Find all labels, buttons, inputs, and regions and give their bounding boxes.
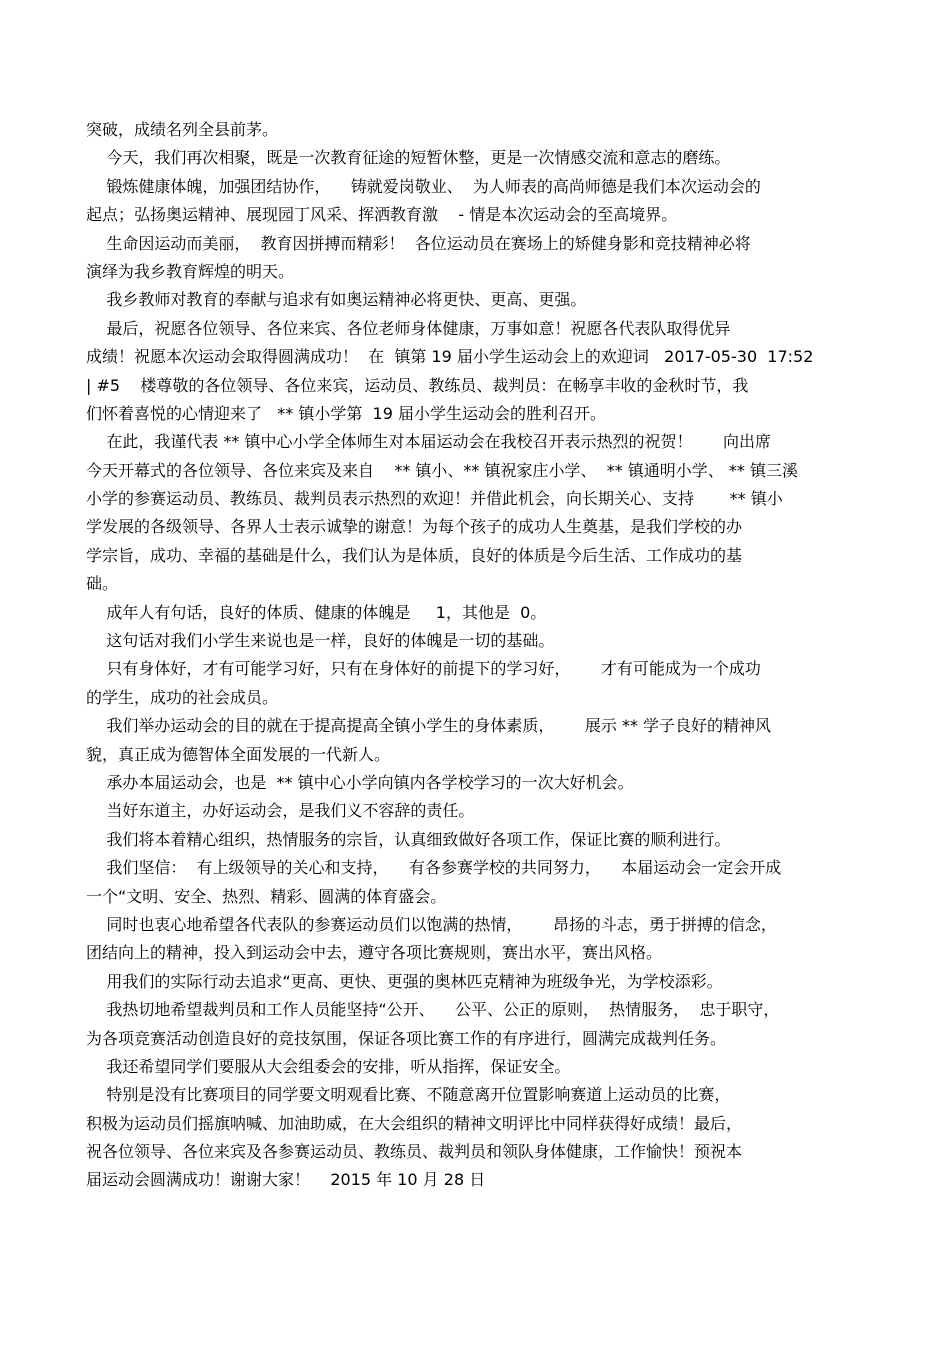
text-line: 成年人有句话，良好的体质、健康的体魄是 1，其他是 0。 <box>86 602 547 622</box>
text-line: 貌，真正成为德智体全面发展的一代新人。 <box>86 744 391 764</box>
text-line: 小学的参赛运动员、教练员、裁判员表示热烈的欢迎！并借此机会，向长期关心、支持 ** 镇小 <box>86 489 783 509</box>
text-line: 学发展的各级领导、各界人士表示诚挚的谢意！为每个孩子的成功人生奠基，是我们学校的办 <box>86 517 743 537</box>
text-line: 今天，我们再次相聚，既是一次教育征途的短暂休整，更是一次情感交流和意志的磨练。 <box>86 148 731 168</box>
text-line: 我热切地希望裁判员和工作人员能坚持“公开、 公平、公正的原则， 热情服务， 忠于职守， <box>86 1000 780 1020</box>
text-line: 同时也衷心地希望各代表队的参赛运动员们以饱满的热情， 昂扬的斗志，勇于拼搏的信念， <box>86 914 777 934</box>
text-line: 我们将本着精心组织，热情服务的宗旨，认真细致做好各项工作，保证比赛的顺利进行。 <box>86 829 731 849</box>
text-line: 我还希望同学们要服从大会组委会的安排，听从指挥，保证安全。 <box>86 1056 571 1076</box>
text-line: | #5 楼尊敬的各位领导、各位来宾，运动员、教练员、裁判员：在畅享丰收的金秋时节，我 <box>86 375 749 395</box>
text-line: 我们举办运动会的目的就在于提高提高全镇小学生的身体素质， 展示 ** 学子良好的精神风 <box>86 716 772 736</box>
text-line: 团结向上的精神，投入到运动会中去，遵守各项比赛规则，赛出水平，赛出风格。 <box>86 943 663 963</box>
text-line: 当好东道主，办好运动会，是我们义不容辞的责任。 <box>86 801 475 821</box>
text-line: 特别是没有比赛项目的同学要文明观看比赛、不随意离开位置影响赛道上运动员的比赛， <box>86 1085 731 1105</box>
text-line: 积极为运动员们摇旗呐喊、加油助威，在大会组织的精神文明评比中同样获得好成绩！最后， <box>86 1113 743 1133</box>
text-line: 生命因运动而美丽， 教育因拼搏而精彩！ 各位运动员在赛场上的矫健身影和竞技精神必将 <box>86 233 751 253</box>
text-line: 只有身体好，才有可能学习好，只有在身体好的前提下的学习好， 才有可能成为一个成功 <box>86 659 761 679</box>
text-line: 础。 <box>86 574 119 594</box>
text-line: 用我们的实际行动去追求“更高、更快、更强的奥林匹克精神为班级争光，为学校添彩。 <box>86 971 723 991</box>
text-line: 突破，成绩名列全县前茅。 <box>86 120 279 139</box>
text-line: 为各项竞赛活动创造良好的竞技氛围，保证各项比赛工作的有序进行，圆满完成裁判任务。 <box>86 1028 727 1048</box>
text-line: 们怀着喜悦的心情迎来了 ** 镇小学第 19 届小学生运动会的胜利召开。 <box>86 403 606 423</box>
text-line: 承办本届运动会，也是 ** 镇中心小学向镇内各学校学习的一次大好机会。 <box>86 772 634 792</box>
text-line: 在此，我谨代表 ** 镇中心小学全体师生对本届运动会在我校召开表示热烈的祝贺！ 向出席 <box>86 432 772 452</box>
text-line: 成绩！祝愿本次运动会取得圆满成功！ 在 镇第 19 届小学生运动会上的欢迎词 2017-05-30 17:52 <box>86 347 814 367</box>
text-line: 最后，祝愿各位领导、各位来宾、各位老师身体健康，万事如意！祝愿各代表队取得优异 <box>86 318 731 338</box>
text-line: 演绎为我乡教育辉煌的明天。 <box>86 261 295 281</box>
text-line: 祝各位领导、各位来宾及各参赛运动员、教练员、裁判员和领队身体健康，工作愉快！预祝本 <box>86 1142 743 1162</box>
document-body <box>86 116 866 1195</box>
text-line: 这句话对我们小学生来说也是一样，良好的体魄是一切的基础。 <box>86 631 555 651</box>
text-line: 学宗旨，成功、幸福的基础是什么，我们认为是体质，良好的体质是今后生活、工作成功的基 <box>86 545 743 565</box>
text-line: 今天开幕式的各位领导、各位来宾及来自 ** 镇小、** 镇祝家庄小学、 ** 镇通明小学、 ** 镇三溪 <box>86 460 798 480</box>
text-line: 的学生，成功的社会成员。 <box>86 687 279 707</box>
text-line: 届运动会圆满成功！谢谢大家！ 2015 年 10 月 28 日 <box>86 1170 486 1190</box>
text-line: 一个“文明、安全、热烈、精彩、圆满的体育盛会。 <box>86 886 447 906</box>
text-line: 锻炼健康体魄，加强团结协作， 铸就爱岗敬业、 为人师表的高尚师德是我们本次运动会的 <box>86 176 761 196</box>
text-line: 我们坚信： 有上级领导的关心和支持， 有各参赛学校的共同努力， 本届运动会一定会开成 <box>86 858 782 878</box>
text-line: 我乡教师对教育的奉献与追求有如奥运精神必将更快、更高、更强。 <box>86 290 587 310</box>
text-line: 起点；弘扬奥运精神、展现园丁风采、挥洒教育激 - 情是本次运动会的至高境界。 <box>86 205 678 225</box>
